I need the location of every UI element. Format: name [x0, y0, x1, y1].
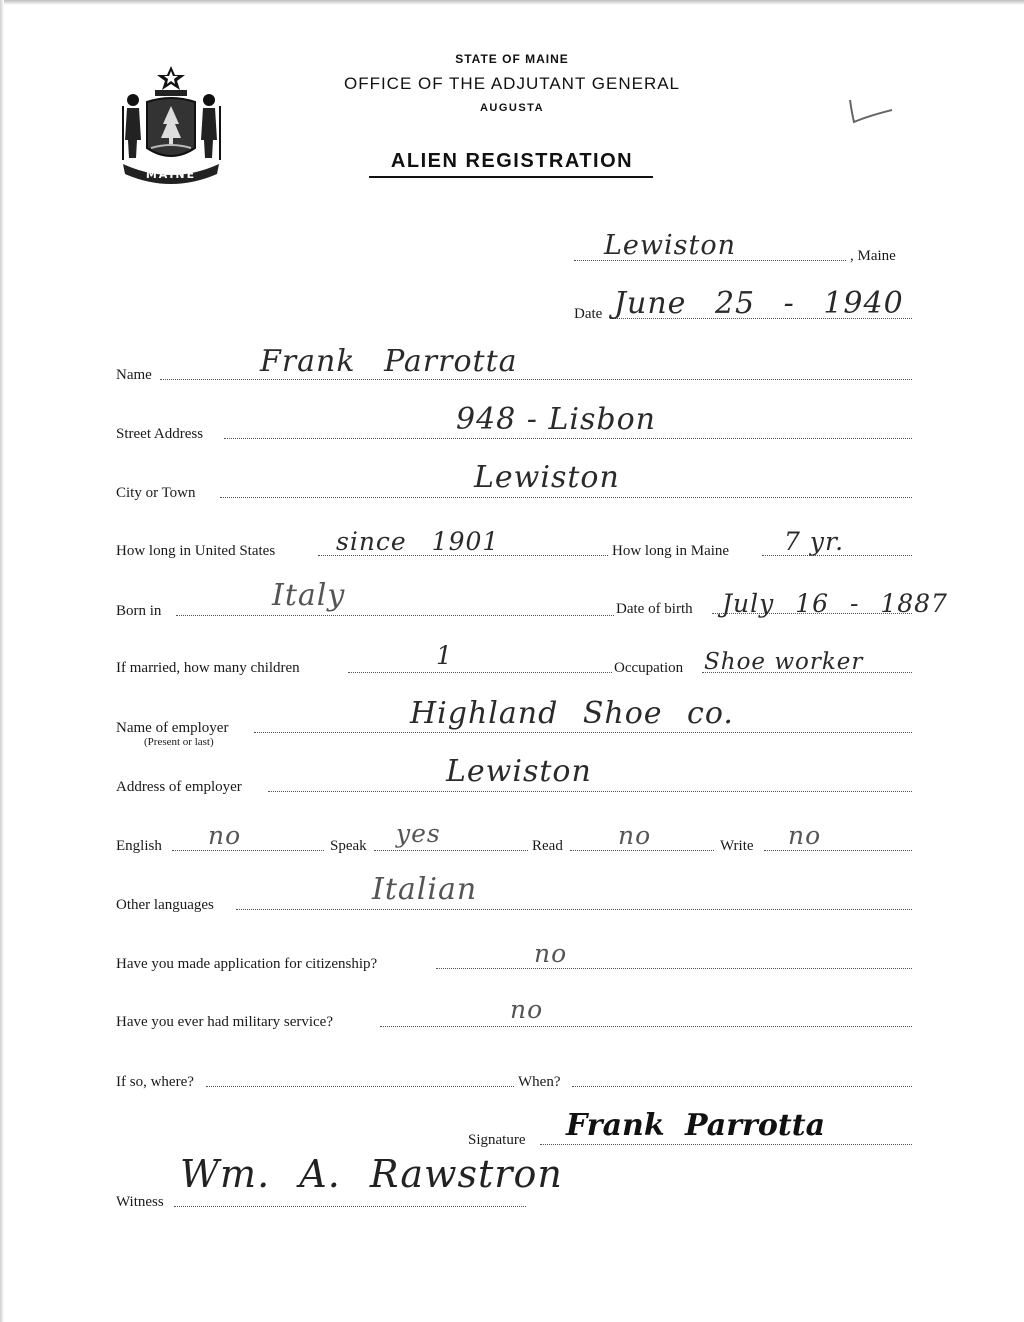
city-line — [220, 495, 912, 498]
write-label: Write — [720, 838, 754, 854]
header-office: OFFICE OF THE ADJUTANT GENERAL — [343, 74, 681, 93]
employer-address-label: Address of employer — [116, 779, 242, 795]
employer-label: Name of employer — [116, 720, 229, 736]
english-line — [172, 848, 324, 851]
checkmark-icon — [840, 96, 900, 128]
witness-value: Wm. A. Rawstron — [180, 1152, 563, 1196]
born-line — [176, 613, 614, 616]
military-label: Have you ever had military service? — [116, 1014, 333, 1030]
read-value: no — [618, 821, 652, 850]
dob-value: July 16 - 1887 — [722, 589, 948, 618]
town-suffix: , Maine — [850, 248, 896, 264]
born-label: Born in — [116, 603, 162, 619]
children-line — [348, 670, 612, 673]
signature-label: Signature — [468, 1132, 526, 1148]
employer-sublabel: (Present or last) — [144, 736, 214, 748]
occupation-label: Occupation — [614, 660, 684, 676]
date-value: June 25 - 1940 — [614, 286, 904, 321]
header-city: AUGUSTA — [479, 102, 545, 114]
write-value: no — [788, 821, 822, 850]
english-value: no — [208, 821, 242, 850]
speak-label: Speak — [330, 838, 367, 854]
scan-edge-left — [0, 0, 4, 1322]
speak-line — [374, 848, 528, 851]
name-value: Frank Parrotta — [260, 344, 518, 379]
form-title: ALIEN REGISTRATION — [390, 150, 634, 172]
employer-value: Highland Shoe co. — [410, 696, 734, 731]
military-line — [380, 1024, 912, 1027]
employer-address-value: Lewiston — [446, 754, 592, 789]
us-value: since 1901 — [336, 527, 500, 556]
read-label: Read — [532, 838, 563, 854]
english-label: English — [116, 838, 162, 854]
header-state: STATE OF MAINE — [455, 52, 569, 66]
town-value: Lewiston — [604, 230, 737, 261]
where-label: If so, where? — [116, 1074, 194, 1090]
witness-label: Witness — [116, 1194, 164, 1210]
date-label: Date — [574, 306, 603, 322]
us-label: How long in United States — [116, 543, 276, 559]
street-value: 948 - Lisbon — [456, 402, 656, 437]
maine-value: 7 yr. — [784, 527, 845, 556]
maine-label: How long in Maine — [612, 543, 730, 559]
military-value: no — [510, 995, 544, 1024]
speak-value: yes — [396, 819, 441, 848]
children-label: If married, how many children — [116, 660, 300, 676]
when-label: When? — [518, 1074, 561, 1090]
city-value: Lewiston — [474, 460, 620, 495]
signature-value: Frank Parrotta — [566, 1108, 826, 1143]
employer-address-line — [268, 789, 912, 792]
where-line — [206, 1084, 514, 1087]
other-lang-label: Other languages — [116, 897, 214, 913]
scan-edge-top — [0, 0, 1024, 5]
write-line — [764, 848, 912, 851]
name-label: Name — [116, 367, 152, 383]
citizenship-value: no — [534, 939, 568, 968]
street-label: Street Address — [116, 426, 204, 442]
when-line — [572, 1084, 912, 1087]
city-label: City or Town — [116, 485, 196, 501]
citizenship-line — [436, 966, 912, 969]
other-lang-value: Italian — [372, 872, 478, 907]
svg-text:MAINE: MAINE — [145, 168, 197, 181]
dob-label: Date of birth — [616, 601, 693, 617]
born-value: Italy — [272, 578, 346, 613]
citizenship-label: Have you made application for citizenship? — [116, 956, 378, 972]
other-lang-line — [236, 907, 912, 910]
title-underline — [369, 176, 653, 178]
witness-line — [174, 1204, 526, 1207]
children-value: 1 — [436, 641, 453, 670]
occupation-value: Shoe worker — [704, 649, 864, 675]
